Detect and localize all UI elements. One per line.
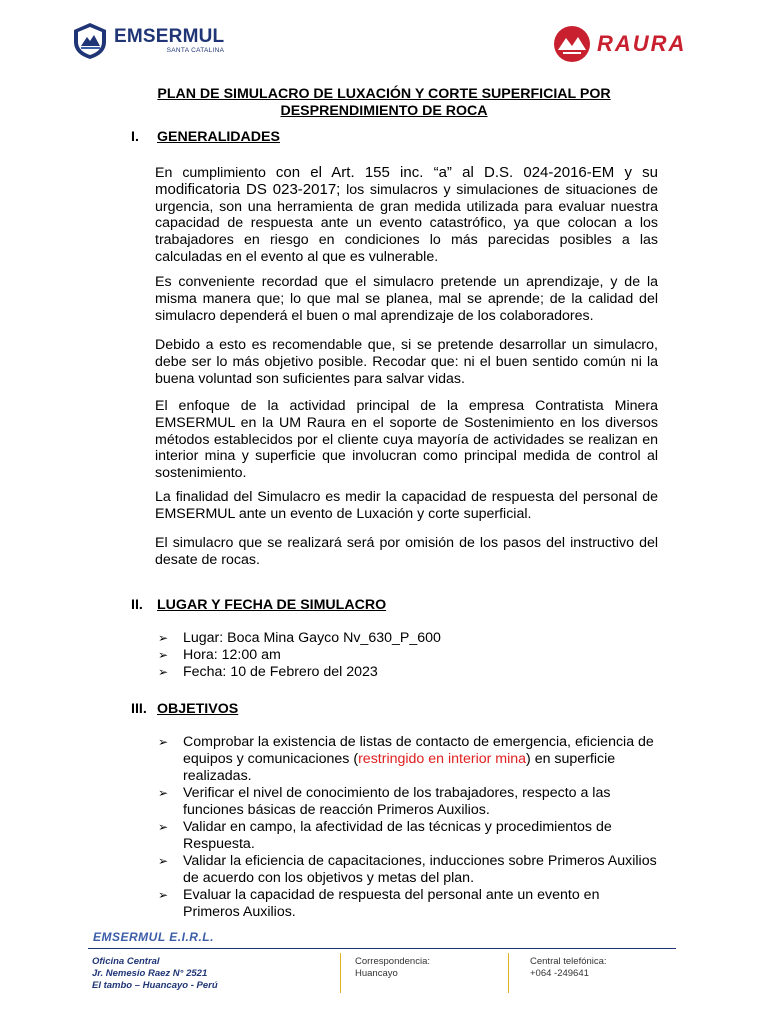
arrow-bullet-icon: ➢: [158, 631, 169, 645]
arrow-bullet-icon: ➢: [158, 735, 169, 749]
arrow-bullet-icon: ➢: [158, 786, 169, 800]
emsermul-sub-text: SANTA CATALINA: [166, 47, 225, 55]
paragraph-5: La finalidad del Simulacro es medir la capacidad de respuesta del personal de EMSERMUL ante un evento de Luxación y corte superficial.: [155, 489, 658, 522]
footer-phone-label: Central telefónica:: [530, 956, 607, 967]
list-item-text: Validar la eficiencia de capacitaciones, inducciones sobre Primeros Auxilios de acuerdo con los objetivos y metas del plan.: [183, 853, 657, 886]
raura-brand-text: RAURA: [597, 31, 687, 56]
footer-correspondence: [355, 956, 430, 980]
emsermul-shield-icon: [72, 22, 108, 60]
footer-office-line: Jr. Nemesio Raez N° 2521: [92, 968, 208, 979]
page-header: [0, 0, 768, 80]
footer-column-divider: [340, 953, 341, 993]
footer-phone: [530, 956, 607, 980]
footer-office-line: Oficina Central: [92, 956, 160, 967]
footer-office: [92, 956, 218, 992]
list-item-text: Fecha: 10 de Febrero del 2023: [183, 664, 378, 680]
section-label: GENERALIDADES: [157, 129, 280, 145]
paragraph-3: Debido a esto es recomendable que, si se pretende desarrollar un simulacro, debe ser lo más objetivo posible. Recodar que: ni el buen sentido común ni la buena voluntad son suficientes para salvar vidas.: [155, 337, 658, 387]
list-item-text-a: Comprobar la existencia de listas de contacto de emergencia, eficiencia de equipos y comunicaciones (: [183, 734, 654, 767]
list-item: [158, 630, 658, 647]
document-title: [120, 86, 648, 120]
section-number: II.: [131, 597, 143, 613]
footer-phone-value: +064 -249641: [530, 968, 589, 979]
paragraph-1-part-b: con el Art. 155 inc. “a” al D.S. 024-2016-EM y su modificatoria DS 023-2017;: [155, 164, 658, 198]
section-heading-lugar-fecha: [131, 597, 386, 613]
arrow-bullet-icon: ➢: [158, 648, 169, 662]
list-item: [158, 785, 658, 819]
list-item-text-b: ) en superficie realizadas.: [183, 751, 616, 784]
section-heading-objetivos: [131, 701, 238, 717]
list-item: [158, 664, 658, 681]
raura-logo: [553, 25, 686, 63]
highlight-text: restringido en interior mina: [358, 751, 527, 767]
paragraph-6: El simulacro que se realizará será por omisión de los pasos del instructivo del desate de rocas.: [155, 535, 658, 568]
paragraph-4: El enfoque de la actividad principal de la empresa Contratista Minera EMSERMUL en la UM Raura en el soporte de Sostenimiento en los diversos métodos establecidos por el cliente cuya mayoría de actividades se realizan en interior mina y superficie que involucran como principal medida de control al sostenimiento.: [155, 398, 658, 482]
raura-mountain-icon: [553, 25, 591, 63]
arrow-bullet-icon: ➢: [158, 854, 169, 868]
arrow-bullet-icon: ➢: [158, 665, 169, 679]
section-number: I.: [131, 129, 139, 145]
list-item: [158, 734, 658, 785]
list-item-text: Verificar el nivel de conocimiento de los trabajadores, respecto a las funciones básicas de reacción Primeros Auxilios.: [183, 785, 611, 818]
list-item: [158, 853, 658, 887]
list-item: [158, 819, 658, 853]
paragraph-2: Es conveniente recordad que el simulacro pretende un aprendizaje, y de la misma manera que; lo que mal se planea, mal se aprende; de la calidad del simulacro dependerá el buen o mal aprendizaje de los colaboradores.: [155, 274, 658, 324]
footer-corr-value: Huancayo: [355, 968, 398, 979]
title-line-1: PLAN DE SIMULACRO DE LUXACIÓN Y CORTE SUPERFICIAL POR: [157, 86, 611, 102]
list-item-text: Hora: 12:00 am: [183, 647, 281, 663]
list-item-text: Lugar: Boca Mina Gayco Nv_630_P_600: [183, 630, 441, 646]
paragraph-1: [155, 165, 658, 266]
list-item: [158, 887, 658, 921]
section-heading-generalidades: [131, 129, 280, 145]
footer-office-line: El tambo – Huancayo - Perú: [92, 980, 218, 991]
title-line-2: DESPRENDIMIENTO DE ROCA: [280, 103, 488, 119]
paragraph-1-part-a: En cumplimiento: [155, 165, 276, 181]
footer-corr-label: Correspondencia:: [355, 956, 430, 967]
objetivos-list: [158, 734, 658, 921]
lugar-fecha-list: [158, 630, 658, 681]
list-item-text: Evaluar la capacidad de respuesta del personal ante un evento en Primeros Auxilios.: [183, 887, 600, 920]
arrow-bullet-icon: ➢: [158, 888, 169, 902]
emsermul-brand-text: EMSERMUL: [114, 26, 225, 48]
list-item: [158, 647, 658, 664]
emsermul-logo: [72, 22, 224, 60]
footer-column-divider: [508, 953, 509, 993]
paragraph-1-part-c: los simulacros y simulaciones de situaciones de urgencia, son una herramienta de gran medida utilizada para evaluar nuestra capacidad de respuesta ante un evento catastrófico, ya que colocan a los trabajadores en riesgo en condiciones lo más parecidas posibles a las calculadas en el evento al que es vulnerable.: [155, 181, 659, 265]
section-number: III.: [131, 701, 147, 717]
section-label: LUGAR Y FECHA DE SIMULACRO: [157, 597, 387, 613]
section-label: OBJETIVOS: [157, 701, 239, 717]
footer-brand: EMSERMUL E.I.R.L.: [93, 930, 214, 944]
footer-divider: [88, 948, 676, 949]
arrow-bullet-icon: ➢: [158, 820, 169, 834]
list-item-text: Validar en campo, la afectividad de las técnicas y procedimientos de Respuesta.: [183, 819, 612, 852]
